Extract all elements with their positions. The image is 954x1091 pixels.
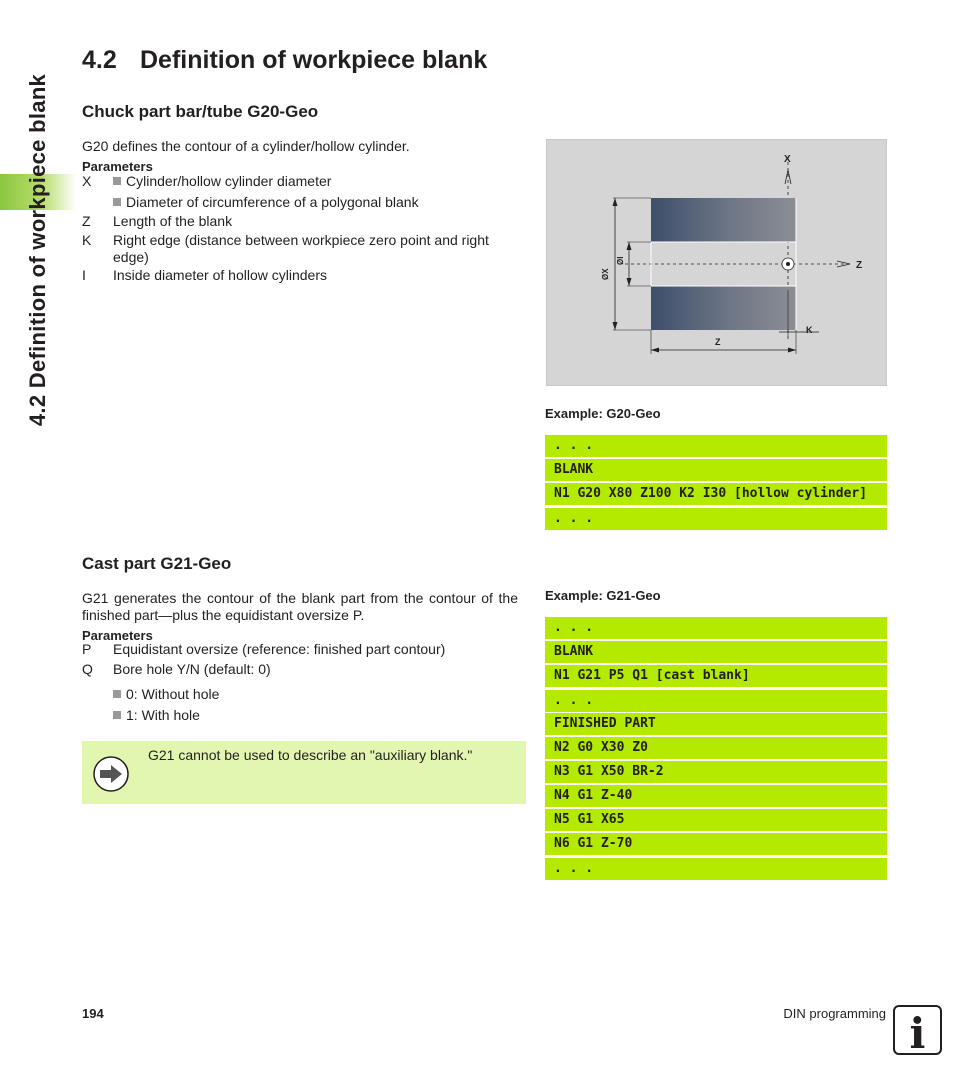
- z-axis-label: Z: [856, 260, 863, 271]
- workpiece-lower-wall: [651, 286, 796, 330]
- param-key: I: [82, 267, 86, 283]
- q-option-label: 1: With hole: [126, 707, 200, 723]
- param-key: X: [82, 173, 92, 189]
- param-desc: Equidistant oversize (reference: finished part contour): [113, 641, 446, 657]
- param-key: Q: [82, 661, 93, 677]
- g20-diagram-svg: [547, 140, 888, 387]
- param-desc: Right edge (distance between workpiece zero point and right edge): [113, 232, 489, 265]
- code-line: N6 G1 Z-70: [545, 833, 887, 855]
- code-line: . . .: [545, 435, 887, 457]
- section-title: Definition of workpiece blank: [140, 46, 488, 74]
- code-line: BLANK: [545, 641, 887, 663]
- dim-label-phi-i: ØI: [616, 256, 625, 265]
- dim-label-k: K: [806, 325, 813, 335]
- code-line: N2 G0 X30 Z0: [545, 737, 887, 759]
- param-desc: Bore hole Y/N (default: 0): [113, 661, 271, 677]
- arrow-right-icon: [92, 755, 130, 793]
- g21-intro: G21 generates the contour of the blank part from the contour of the finished part—plus the equidistant oversize P.: [82, 590, 518, 623]
- x-axis-label: X: [784, 154, 791, 165]
- info-glyph: i: [909, 1009, 926, 1053]
- g20-example-label: Example: G20-Geo: [545, 406, 661, 421]
- param-desc: Inside diameter of hollow cylinders: [113, 267, 327, 283]
- g20-intro: G20 defines the contour of a cylinder/hollow cylinder.: [82, 138, 410, 154]
- note-box: [82, 741, 526, 804]
- param-desc: Diameter of circumference of a polygonal blank: [126, 194, 419, 210]
- chapter-name: DIN programming: [783, 1006, 886, 1021]
- param-desc: Length of the blank: [113, 213, 233, 229]
- g21-example-label: Example: G21-Geo: [545, 588, 661, 603]
- page-number: 194: [82, 1006, 104, 1021]
- g20-heading: Chuck part bar/tube G20-Geo: [82, 102, 319, 121]
- dim-label-phi-x: ØX: [601, 268, 610, 280]
- code-line: N1 G21 P5 Q1 [cast blank]: [545, 665, 887, 687]
- bullet-icon: [113, 198, 121, 206]
- workpiece-upper-wall: [651, 198, 796, 242]
- note-text: G21 cannot be used to describe an "auxiliary blank.": [148, 747, 473, 763]
- param-key: Z: [82, 213, 91, 229]
- param-desc: Cylinder/hollow cylinder diameter: [126, 173, 332, 189]
- code-line: . . .: [545, 508, 887, 530]
- bullet-icon: [113, 711, 121, 719]
- code-line: N5 G1 X65: [545, 809, 887, 831]
- section-number: 4.2: [82, 46, 117, 74]
- param-key: K: [82, 232, 92, 248]
- g20-diagram: [546, 139, 887, 386]
- q-option-label: 0: Without hole: [126, 686, 220, 702]
- dim-label-z: Z: [715, 337, 721, 347]
- code-line: . . .: [545, 617, 887, 639]
- param-key: P: [82, 641, 92, 657]
- code-line: BLANK: [545, 459, 887, 481]
- page-title: [82, 46, 487, 75]
- g21-heading: Cast part G21-Geo: [82, 554, 232, 573]
- code-line: . . .: [545, 858, 887, 880]
- code-line: N4 G1 Z-40: [545, 785, 887, 807]
- info-icon[interactable]: [893, 1005, 942, 1055]
- code-line: . . .: [545, 690, 887, 712]
- g20-params-label: Parameters: [82, 159, 153, 174]
- bullet-icon: [113, 690, 121, 698]
- g21-params-label: Parameters: [82, 628, 153, 643]
- code-line: N1 G20 X80 Z100 K2 I30 [hollow cylinder]: [545, 483, 887, 505]
- bullet-icon: [113, 177, 121, 185]
- code-line: FINISHED PART: [545, 713, 887, 735]
- code-line: N3 G1 X50 BR-2: [545, 761, 887, 783]
